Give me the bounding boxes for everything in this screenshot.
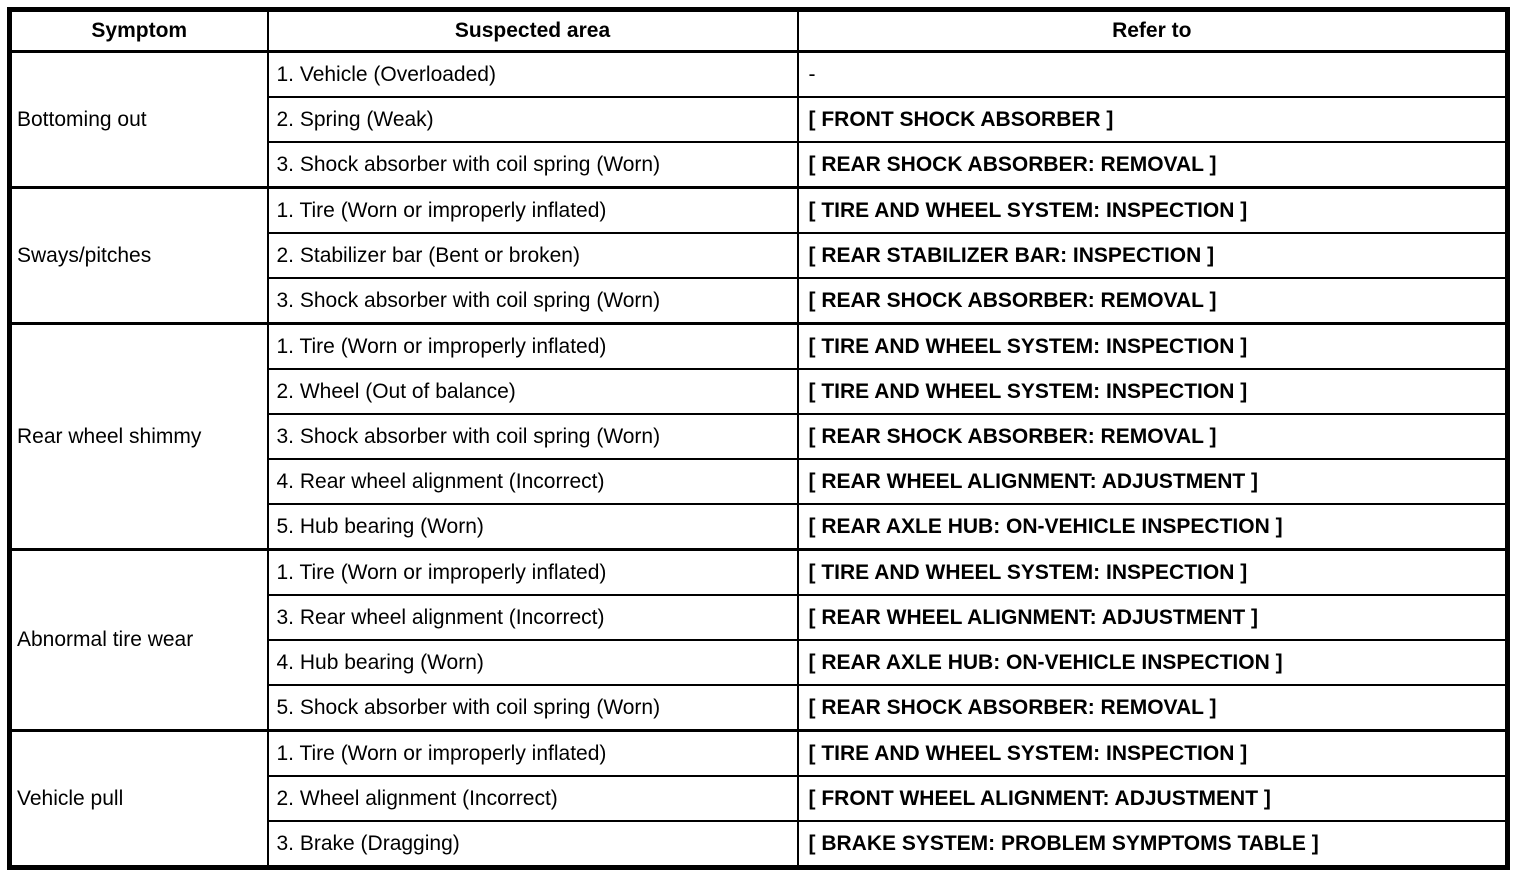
symptom-cell: Sways/pitches bbox=[10, 188, 268, 324]
suspected-area-cell: 1. Tire (Worn or improperly inflated) bbox=[268, 731, 798, 777]
refer-to-link[interactable]: [ REAR WHEEL ALIGNMENT: ADJUSTMENT ] bbox=[798, 595, 1508, 640]
refer-to-link[interactable]: [ TIRE AND WHEEL SYSTEM: INSPECTION ] bbox=[798, 550, 1508, 596]
refer-to-link[interactable]: [ BRAKE SYSTEM: PROBLEM SYMPTOMS TABLE ] bbox=[798, 821, 1508, 868]
refer-to-link[interactable]: [ REAR STABILIZER BAR: INSPECTION ] bbox=[798, 233, 1508, 278]
refer-to-link[interactable]: [ FRONT SHOCK ABSORBER ] bbox=[798, 97, 1508, 142]
suspected-area-cell: 3. Shock absorber with coil spring (Worn) bbox=[268, 414, 798, 459]
suspected-area-cell: 1. Vehicle (Overloaded) bbox=[268, 52, 798, 98]
table-row bbox=[10, 550, 1508, 596]
suspected-area-cell: 1. Tire (Worn or improperly inflated) bbox=[268, 550, 798, 596]
suspected-area-cell: 2. Spring (Weak) bbox=[268, 97, 798, 142]
refer-to-link[interactable]: [ REAR WHEEL ALIGNMENT: ADJUSTMENT ] bbox=[798, 459, 1508, 504]
suspected-area-cell: 1. Tire (Worn or improperly inflated) bbox=[268, 324, 798, 370]
refer-to-link[interactable]: [ REAR SHOCK ABSORBER: REMOVAL ] bbox=[798, 142, 1508, 188]
suspected-area-cell: 5. Shock absorber with coil spring (Worn) bbox=[268, 685, 798, 731]
refer-to-link[interactable]: [ REAR SHOCK ABSORBER: REMOVAL ] bbox=[798, 685, 1508, 731]
suspected-area-cell: 5. Hub bearing (Worn) bbox=[268, 504, 798, 550]
table-row bbox=[10, 731, 1508, 777]
header-row bbox=[10, 10, 1508, 52]
symptom-cell: Bottoming out bbox=[10, 52, 268, 188]
suspected-area-cell: 3. Brake (Dragging) bbox=[268, 821, 798, 868]
problem-symptoms-table bbox=[7, 7, 1510, 870]
suspected-area-cell: 4. Rear wheel alignment (Incorrect) bbox=[268, 459, 798, 504]
suspected-area-cell: 3. Shock absorber with coil spring (Worn) bbox=[268, 142, 798, 188]
suspected-area-cell: 2. Wheel alignment (Incorrect) bbox=[268, 776, 798, 821]
table-row bbox=[10, 52, 1508, 98]
refer-to-link[interactable]: [ FRONT WHEEL ALIGNMENT: ADJUSTMENT ] bbox=[798, 776, 1508, 821]
column-header-symptom: Symptom bbox=[10, 10, 268, 52]
suspected-area-cell: 2. Wheel (Out of balance) bbox=[268, 369, 798, 414]
symptom-cell: Abnormal tire wear bbox=[10, 550, 268, 731]
table-row bbox=[10, 188, 1508, 234]
refer-to-link[interactable]: [ TIRE AND WHEEL SYSTEM: INSPECTION ] bbox=[798, 188, 1508, 234]
refer-to-link[interactable]: [ REAR AXLE HUB: ON-VEHICLE INSPECTION ] bbox=[798, 504, 1508, 550]
suspected-area-cell: 3. Shock absorber with coil spring (Worn) bbox=[268, 278, 798, 324]
refer-to-link[interactable]: [ TIRE AND WHEEL SYSTEM: INSPECTION ] bbox=[798, 731, 1508, 777]
refer-to-link[interactable]: [ TIRE AND WHEEL SYSTEM: INSPECTION ] bbox=[798, 324, 1508, 370]
column-header-suspected-area: Suspected area bbox=[268, 10, 798, 52]
suspected-area-cell: 2. Stabilizer bar (Bent or broken) bbox=[268, 233, 798, 278]
symptom-cell: Vehicle pull bbox=[10, 731, 268, 868]
column-header-refer-to: Refer to bbox=[798, 10, 1508, 52]
refer-to-link[interactable]: [ TIRE AND WHEEL SYSTEM: INSPECTION ] bbox=[798, 369, 1508, 414]
suspected-area-cell: 4. Hub bearing (Worn) bbox=[268, 640, 798, 685]
suspected-area-cell: 3. Rear wheel alignment (Incorrect) bbox=[268, 595, 798, 640]
refer-to-link[interactable]: [ REAR AXLE HUB: ON-VEHICLE INSPECTION ] bbox=[798, 640, 1508, 685]
symptom-cell: Rear wheel shimmy bbox=[10, 324, 268, 550]
refer-to-link[interactable]: [ REAR SHOCK ABSORBER: REMOVAL ] bbox=[798, 414, 1508, 459]
suspected-area-cell: 1. Tire (Worn or improperly inflated) bbox=[268, 188, 798, 234]
refer-to-link[interactable]: [ REAR SHOCK ABSORBER: REMOVAL ] bbox=[798, 278, 1508, 324]
refer-to-cell: - bbox=[798, 52, 1508, 98]
table-row bbox=[10, 324, 1508, 370]
